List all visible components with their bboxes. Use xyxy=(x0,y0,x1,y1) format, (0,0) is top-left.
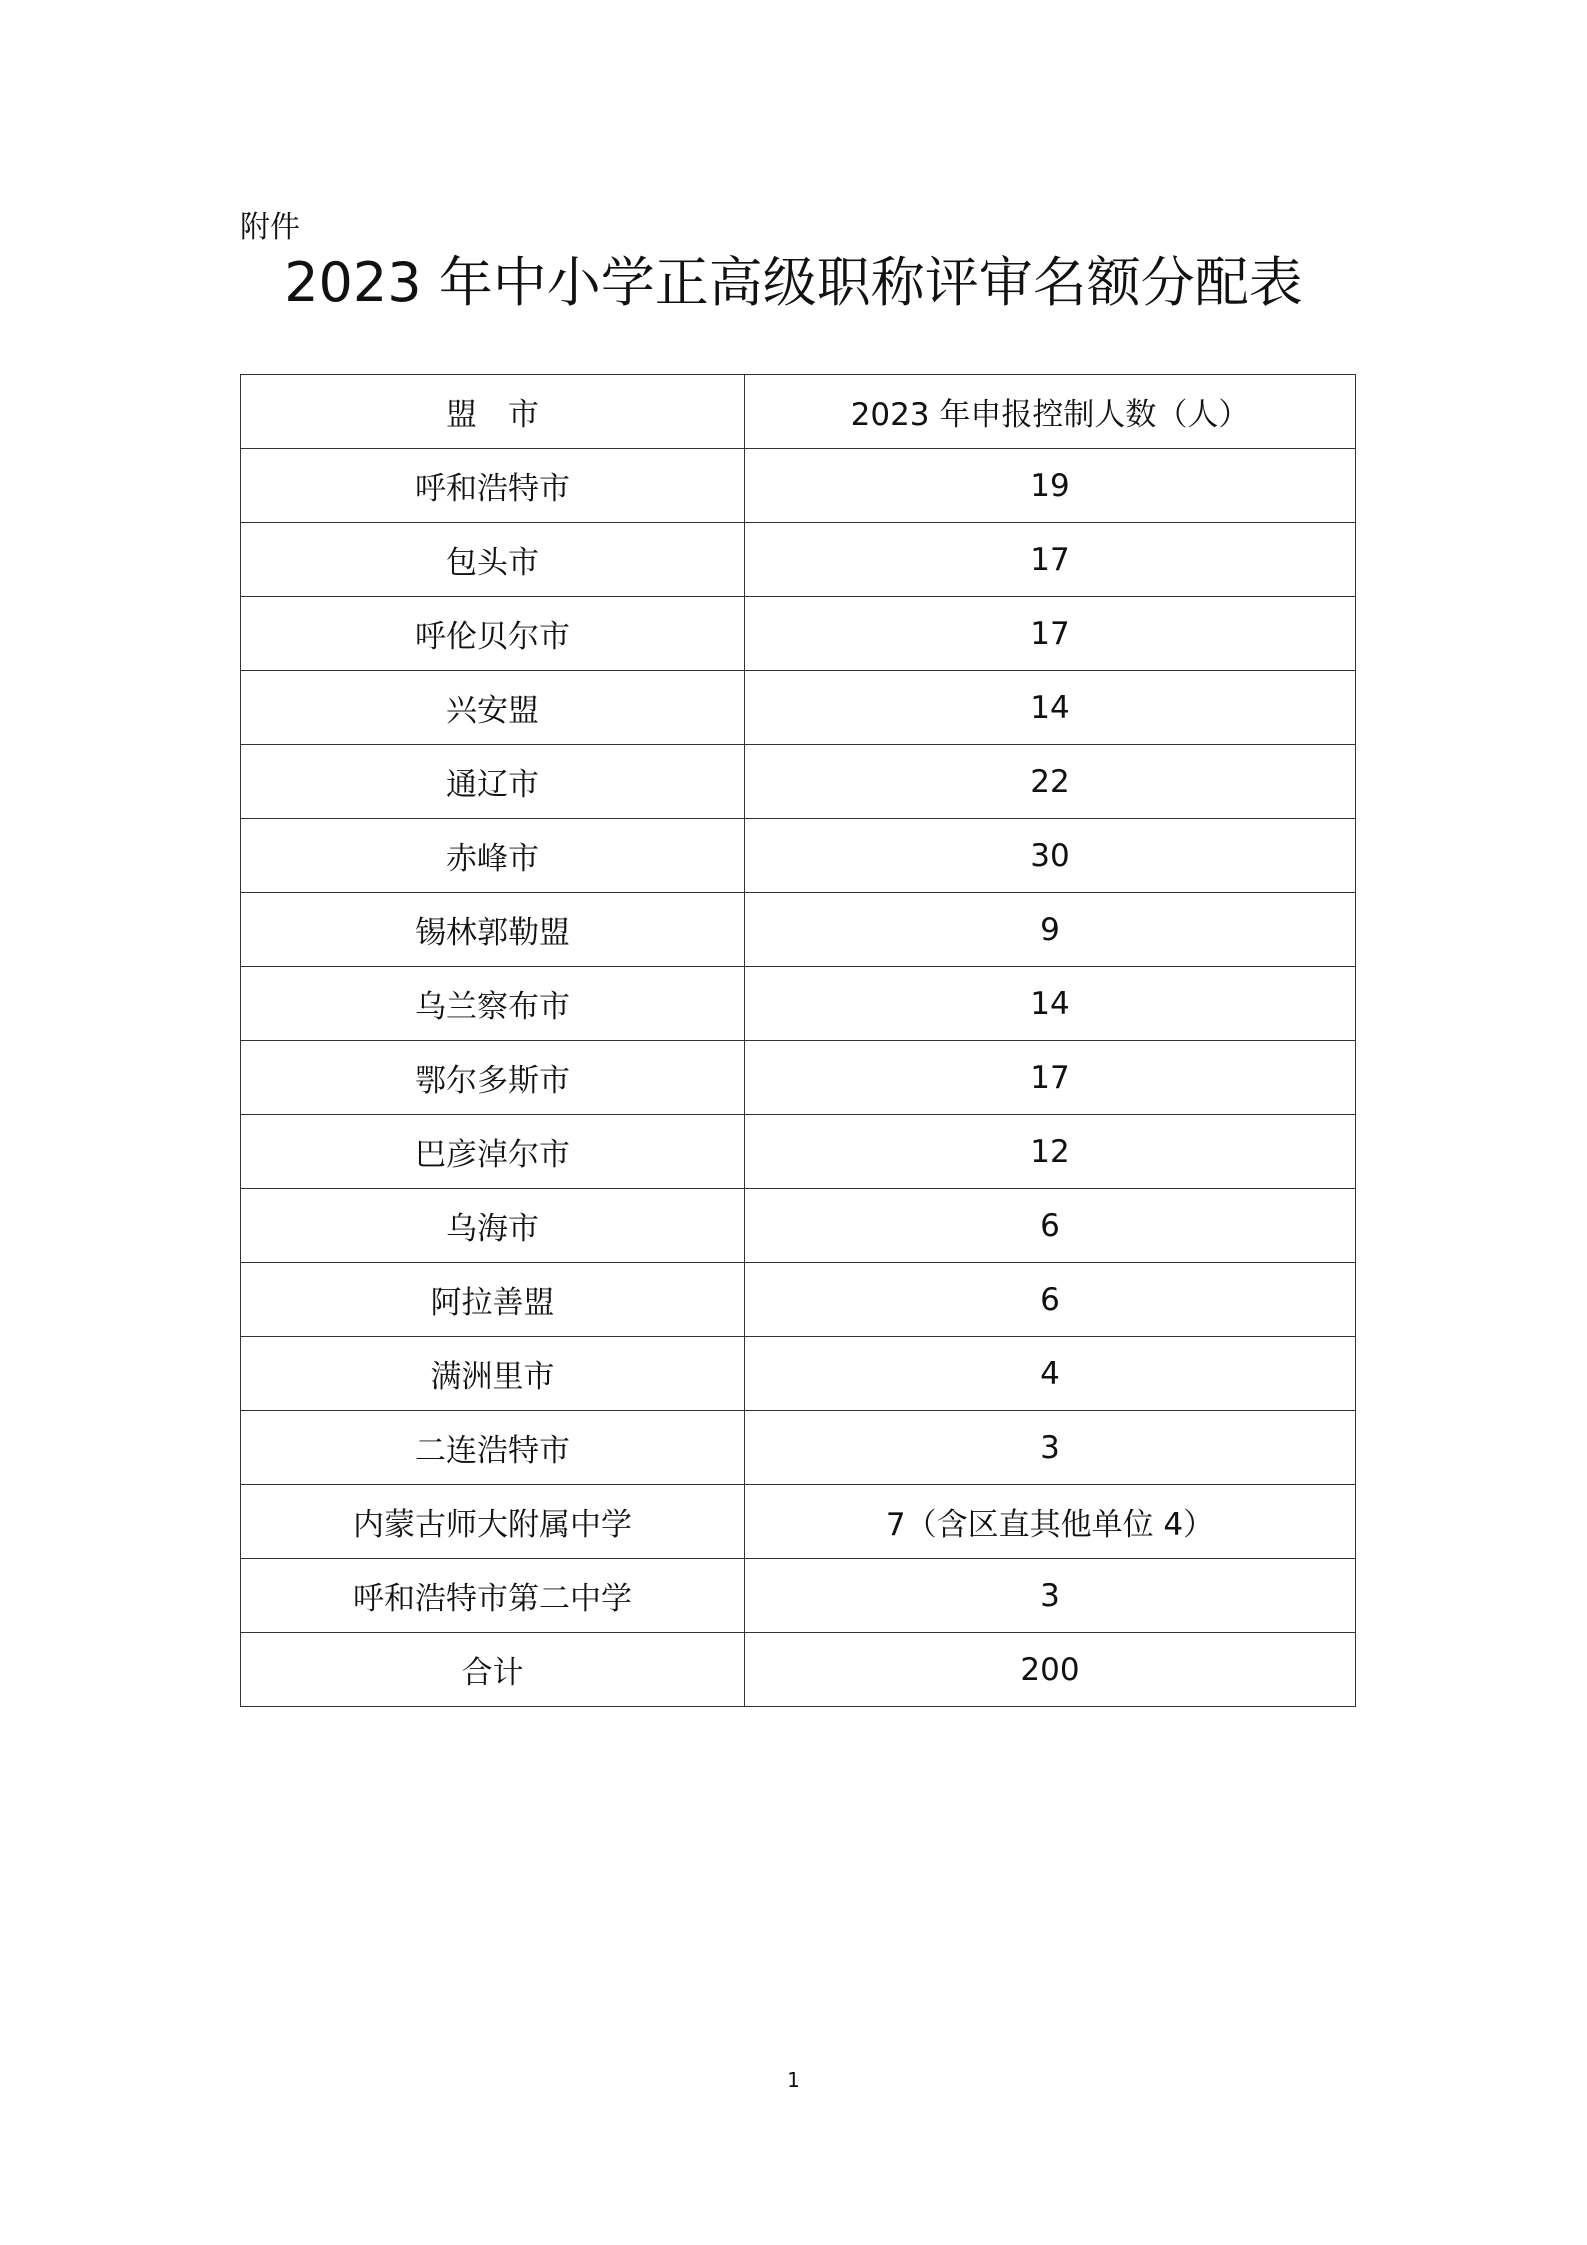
column-header-region: 盟 市 xyxy=(241,375,745,449)
region-cell: 阿拉善盟 xyxy=(241,1263,745,1337)
table-row xyxy=(241,1633,1356,1707)
quota-cell: 17 xyxy=(745,597,1356,671)
quota-cell: 6 xyxy=(745,1263,1356,1337)
region-cell: 乌海市 xyxy=(241,1189,745,1263)
table-row xyxy=(241,1041,1356,1115)
region-cell: 呼伦贝尔市 xyxy=(241,597,745,671)
region-cell: 巴彦淖尔市 xyxy=(241,1115,745,1189)
table-header-row xyxy=(241,375,1356,449)
quota-cell: 17 xyxy=(745,1041,1356,1115)
region-cell: 赤峰市 xyxy=(241,819,745,893)
table-row xyxy=(241,1411,1356,1485)
region-cell: 二连浩特市 xyxy=(241,1411,745,1485)
document-title: 2023 年中小学正高级职称评审名额分配表 xyxy=(284,251,1303,314)
quota-cell: 3 xyxy=(745,1559,1356,1633)
table-row xyxy=(241,967,1356,1041)
quota-cell: 9 xyxy=(745,893,1356,967)
table-row xyxy=(241,1115,1356,1189)
region-cell: 乌兰察布市 xyxy=(241,967,745,1041)
table-body xyxy=(241,449,1356,1707)
region-cell: 满洲里市 xyxy=(241,1337,745,1411)
quota-cell: 14 xyxy=(745,671,1356,745)
table-row xyxy=(241,1485,1356,1559)
quota-cell: 14 xyxy=(745,967,1356,1041)
region-cell: 呼和浩特市第二中学 xyxy=(241,1559,745,1633)
table-row xyxy=(241,1263,1356,1337)
region-cell: 呼和浩特市 xyxy=(241,449,745,523)
region-cell: 锡林郭勒盟 xyxy=(241,893,745,967)
quota-table xyxy=(240,374,1356,1707)
table-row xyxy=(241,523,1356,597)
quota-cell: 6 xyxy=(745,1189,1356,1263)
page-number: 1 xyxy=(787,2068,800,2092)
region-cell: 鄂尔多斯市 xyxy=(241,1041,745,1115)
quota-cell: 12 xyxy=(745,1115,1356,1189)
quota-cell: 17 xyxy=(745,523,1356,597)
region-cell: 通辽市 xyxy=(241,745,745,819)
attachment-label: 附件 xyxy=(240,210,300,245)
quota-cell: 19 xyxy=(745,449,1356,523)
table-row xyxy=(241,819,1356,893)
column-header-quota: 2023 年申报控制人数（人） xyxy=(745,375,1356,449)
table-row xyxy=(241,745,1356,819)
region-cell: 包头市 xyxy=(241,523,745,597)
table-row xyxy=(241,449,1356,523)
quota-cell: 7（含区直其他单位 4） xyxy=(745,1485,1356,1559)
quota-cell: 30 xyxy=(745,819,1356,893)
quota-cell: 4 xyxy=(745,1337,1356,1411)
region-cell: 兴安盟 xyxy=(241,671,745,745)
region-cell: 内蒙古师大附属中学 xyxy=(241,1485,745,1559)
quota-cell: 200 xyxy=(745,1633,1356,1707)
region-cell: 合计 xyxy=(241,1633,745,1707)
quota-cell: 3 xyxy=(745,1411,1356,1485)
table-row xyxy=(241,597,1356,671)
table-row xyxy=(241,1559,1356,1633)
table-row xyxy=(241,1337,1356,1411)
table-row xyxy=(241,893,1356,967)
quota-cell: 22 xyxy=(745,745,1356,819)
table-row xyxy=(241,671,1356,745)
table-row xyxy=(241,1189,1356,1263)
